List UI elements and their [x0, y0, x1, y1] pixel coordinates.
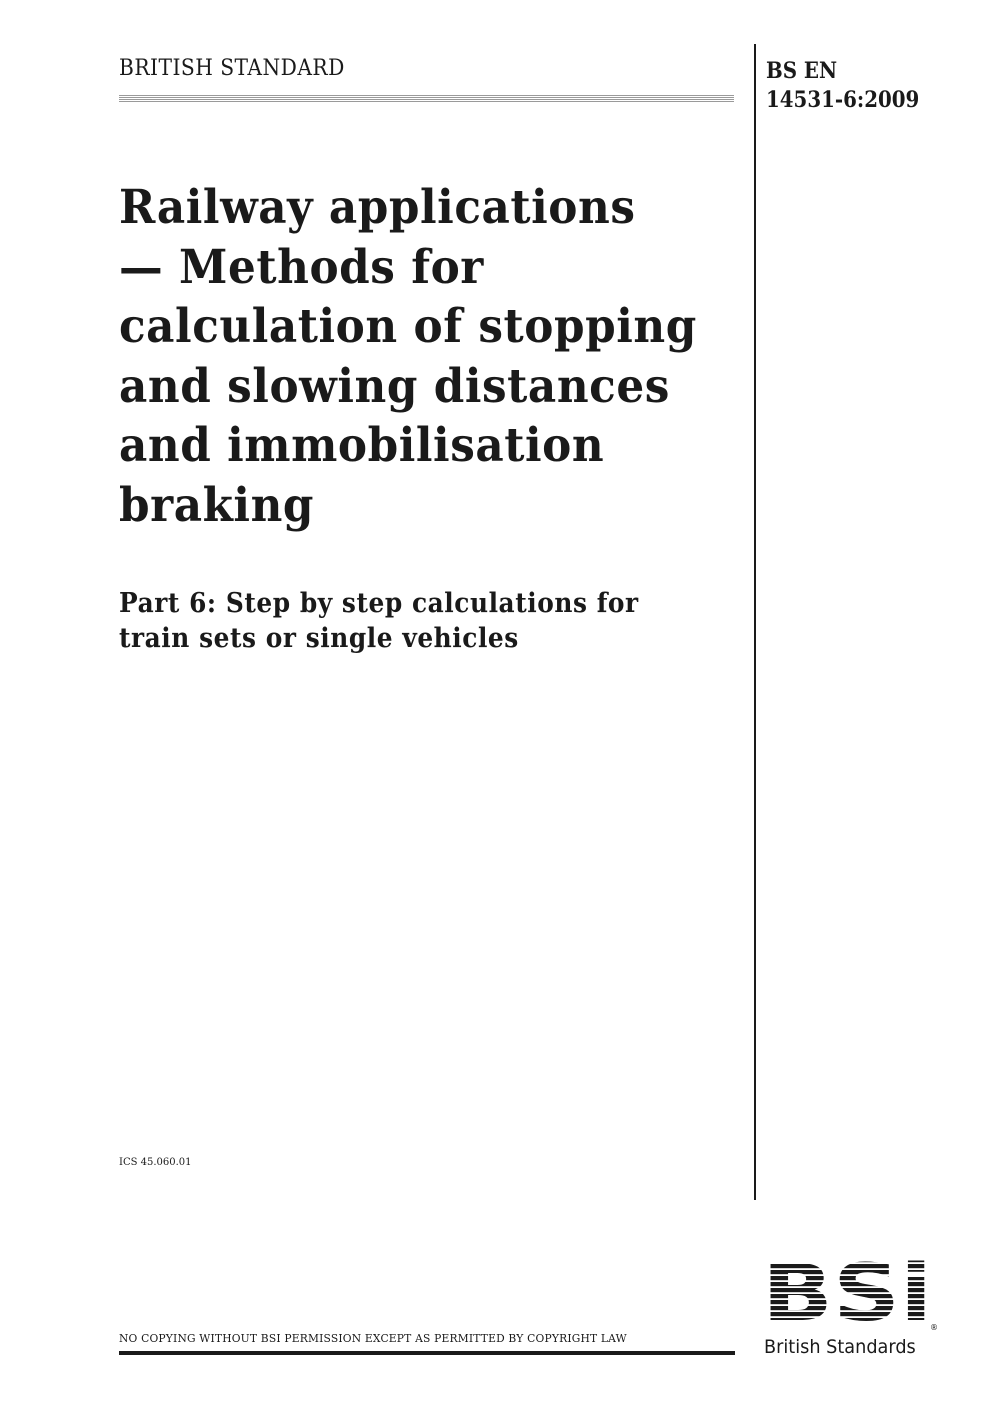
copyright-notice: NO COPYING WITHOUT BSI PERMISSION EXCEPT AS PERMITTED BY COPYRIGHT LAW: [119, 1331, 627, 1345]
subtitle-line: train sets or single vehicles: [119, 623, 519, 654]
standard-number-line-2: 14531-6:2009: [766, 87, 920, 113]
document-title: [119, 178, 751, 535]
document-subtitle: [119, 586, 745, 656]
bsi-logo-caption: British Standards: [764, 1336, 916, 1358]
title-line: Railway applications: [119, 180, 636, 235]
title-line: and immobilisation: [119, 418, 605, 473]
registered-mark: ®: [930, 1323, 938, 1332]
footer-rule: [119, 1351, 735, 1355]
standard-number-line-1: BS EN: [766, 58, 838, 84]
series-label: BRITISH STANDARD: [119, 56, 345, 81]
subtitle-line: Part 6: Step by step calculations for: [119, 588, 639, 619]
bsi-logo-letters: [762, 1258, 938, 1332]
title-line: braking: [119, 477, 315, 533]
title-line: and slowing distances: [119, 358, 670, 414]
title-line: calculation of stopping: [119, 299, 697, 354]
standard-number: [766, 57, 919, 115]
vertical-divider: [754, 44, 756, 1200]
ics-code: ICS 45.060.01: [119, 1157, 192, 1168]
bsi-logo-mark: [762, 1258, 938, 1332]
title-line: — Methods for: [119, 239, 484, 295]
header-rule: [119, 95, 734, 103]
